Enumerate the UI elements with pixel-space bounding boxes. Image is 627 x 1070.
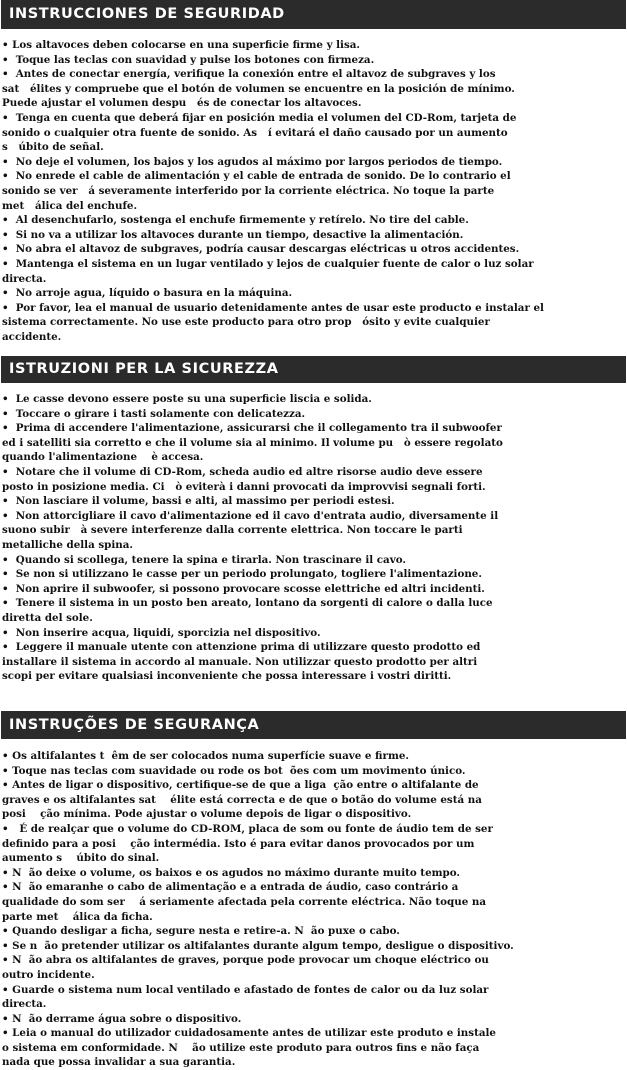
- instruction-item: • Tenere il sistema in un posto ben areato, lontano da sorgenti di calore o dalla luce diretta del sole.: [2, 597, 493, 624]
- instruction-item: • Toque las teclas con suavidad y pulse los botones con firmeza.: [2, 53, 375, 66]
- instruction-item: • No abra el altavoz de subgraves, podría causar descargas eléctricas u otros accidentes.: [2, 243, 520, 256]
- instruction-item: • Non aprire il subwoofer, si possono provocare scosse elettriche ed altri incidenti.: [2, 582, 485, 595]
- instruction-item: • Leia o manual do utilizador cuidadosamente antes de utilizar este produto e instale o sistema em conformidade. N ão utilize este produto para outros fins e não faça nada que possa invalidar a sua garantia.: [2, 1027, 496, 1069]
- instruction-item: • Non lasciare il volume, bassi e alti, al massimo per periodi estesi.: [2, 495, 395, 508]
- instruction-list-spanish: [2, 38, 624, 344]
- instruction-item: • Non inserire acqua, liquidi, sporcizia nel dispositivo.: [2, 626, 321, 639]
- instruction-item: • Por favor, lea el manual de usuario detenidamente antes de usar este producto e instalar el sistema correctamente. No use este producto para otro prop ósito y evite cualquier accidente.: [2, 301, 544, 343]
- instruction-item: • Prima di accendere l'alimentazione, assicurarsi che il collegamento tra il subwoofer ed i satelliti sia corretto e che il volume sia al minimo. Il volume pu ò essere regolato quando l'alimentazione è accesa.: [2, 422, 503, 464]
- instruction-item: • N ão emaranhe o cabo de alimentação e a entrada de áudio, caso contrário a qualidade do som ser á seriamente afectada pela corrente eléctrica. Não toque na parte met álica da ficha.: [2, 881, 487, 923]
- instruction-list-italian: [2, 392, 624, 684]
- instruction-item: • Al desenchufarlo, sostenga el enchufe firmemente y retírelo. No tire del cable.: [2, 214, 469, 227]
- instruction-list-portuguese: [2, 749, 624, 1070]
- instruction-item: • N ão abra os altifalantes de graves, porque pode provocar um choque eléctrico ou outro incidente.: [2, 954, 489, 981]
- instruction-item: • Quando desligar a ficha, segure nesta e retire-a. N ão puxe o cabo.: [2, 925, 400, 938]
- instruction-item: • Guarde o sistema num local ventilado e afastado de fontes de calor ou da luz solar directa.: [2, 983, 489, 1011]
- instruction-item: • Antes de ligar o dispositivo, certifique-se de que a liga ção entre o altifalante de graves e os altifalantes sat élite está correcta e de que o botão do volume está na posi ção mínima. Pode ajustar o volume depois de ligar o dispositivo.: [2, 779, 482, 821]
- instruction-item: • Mantenga el sistema en un lugar ventilado y lejos de cualquier fuente de calor o luz solar directa.: [2, 257, 534, 285]
- section-title-portuguese: INSTRUÇÕES DE SEGURANÇA: [1, 711, 626, 739]
- instruction-item: • Se n ão pretender utilizar os altifalantes durante algum tempo, desligue o dispositivo.: [2, 939, 514, 952]
- instruction-item: • Le casse devono essere poste su una superficie liscia e solida.: [2, 393, 372, 405]
- instruction-item: • É de realçar que o volume do CD-ROM, placa de som ou fonte de áudio tem de ser definido para a posi ção intermédia. Isto é para evitar danos provocados por um aumento s úbito do sinal.: [2, 822, 493, 865]
- instruction-item: • Toccare o girare i tasti solamente con delicatezza.: [2, 407, 306, 420]
- instruction-item: • Tenga en cuenta que deberá fijar en posición media el volumen del CD-Rom, tarjeta de sonido o cualquier otra fuente de sonido. As í evitará el daño causado por un aumento s úbito de señal.: [2, 111, 517, 154]
- instruction-item: • Se non si utilizzano le casse per un periodo prolungato, togliere l'alimentazione.: [2, 568, 482, 581]
- instruction-item: • Si no va a utilizar los altavoces durante un tiempo, desactive la alimentación.: [2, 228, 464, 241]
- section-title-spanish: INSTRUCCIONES DE SEGURIDAD: [1, 0, 626, 29]
- instruction-item: • N ão deixe o volume, os baixos e os agudos no máximo durante muito tempo.: [2, 866, 460, 879]
- section-title-italian: ISTRUZIONI PER LA SICUREZZA: [1, 356, 626, 383]
- instruction-item: • Leggere il manuale utente con attenzione prima di utilizzare questo prodotto ed installare il sistema in accordo al manuale. Non utilizzar questo prodotto per altri scopi per evitare qualsiasi inconveniente che possa interessare i vostri diritti.: [2, 641, 481, 683]
- instruction-item: • Quando si scollega, tenere la spina e tirarla. Non trascinare il cavo.: [2, 553, 406, 566]
- instruction-item: • Los altavoces deben colocarse en una superficie firme y lisa.: [2, 39, 361, 51]
- instruction-item: • Notare che il volume di CD-Rom, scheda audio ed altre risorse audio deve essere posto in posizione media. Ci ò eviterà i danni provocati da improvvisi segnali forti.: [2, 465, 486, 493]
- instruction-item: • N ão derrame água sobre o dispositivo.: [2, 1012, 242, 1025]
- instruction-item: • Antes de conectar energía, verifique la conexión entre el altavoz de subgraves y los sat élites y compruebe que el botón de volumen se encuentre en la posición de mínimo. Puede ajustar el volumen despu és de conectar los altavoces.: [2, 68, 515, 110]
- instruction-item: • No deje el volumen, los bajos y los agudos al máximo por largos periodos de tiempo.: [2, 155, 503, 168]
- instruction-item: • No arroje agua, líquido o basura en la máquina.: [2, 287, 293, 300]
- instruction-item: • Non attorcigliare il cavo d'alimentazione ed il cavo d'entrata audio, diversamente il suono subir à severe interferenze dalla corrente elettrica. Non toccare le parti metalliche della spina.: [2, 509, 499, 551]
- instruction-item: • Toque nas teclas com suavidade ou rode os bot ões com um movimento único.: [2, 764, 466, 777]
- instruction-item: • Os altifalantes t êm de ser colocados numa superfície suave e firme.: [2, 750, 409, 762]
- instruction-item: • No enrede el cable de alimentación y el cable de entrada de sonido. De lo contrario el sonido se ver á severamente interferido por la corriente eléctrica. No toque la parte met álica del enchufe.: [2, 170, 511, 212]
